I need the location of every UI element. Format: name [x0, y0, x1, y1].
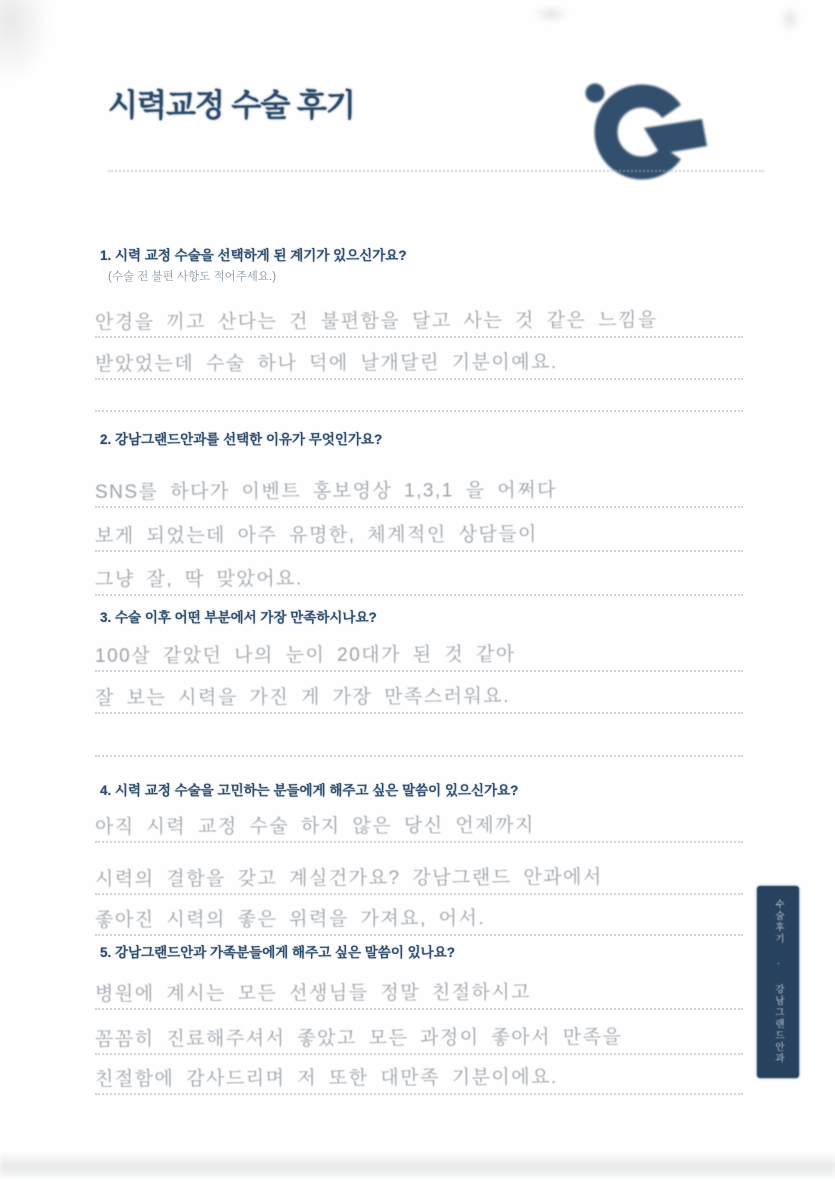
handwritten-text: 친절함에 감사드리며 저 또한 대만족 기분이에요.	[95, 1067, 558, 1091]
side-tab	[757, 886, 799, 1078]
answer-line	[95, 1010, 743, 1055]
answer-line	[95, 672, 743, 714]
answer-line	[95, 1055, 743, 1095]
side-tab-label: 수술후기 · 강남그랜드안과	[773, 899, 784, 1065]
handwritten-text: 잘 보는 시력을 가진 게 가장 만족스러워요.	[95, 686, 511, 710]
scan-smudge-top-right	[780, 6, 800, 32]
handwritten-text: 아직 시력 교정 수술 하지 않은 당신 언제까지	[95, 815, 535, 839]
answer-3	[95, 630, 743, 757]
handwritten-text: 꼼꼼히 진료해주셔서 좋았고 모든 과정이 좋아서 만족을	[95, 1027, 623, 1051]
ruled-line-blank	[95, 714, 743, 757]
answer-line	[95, 338, 743, 380]
answer-line	[95, 895, 743, 936]
scan-shadow-bottom-edge	[0, 1152, 835, 1178]
question-4-heading: 4. 시력 교정 수술을 고민하는 분들에게 해주고 싶은 말씀이 있으신가요?	[100, 783, 519, 798]
answer-line	[95, 963, 743, 1010]
answer-line	[95, 508, 743, 552]
question-1-note: (수술 전 불편 사항도 적어주세요.)	[108, 271, 277, 283]
answer-line	[95, 296, 743, 338]
handwritten-text: SNS를 하다가 이벤트 홍보영상 1,3,1 을 어쩌다	[95, 480, 557, 504]
answer-2	[95, 462, 743, 596]
scan-smudge-top-left	[0, 0, 52, 84]
clinic-g-logo-icon	[578, 66, 736, 184]
page-title: 시력교정 수술 후기	[108, 88, 355, 123]
handwritten-text: 그냥 잘, 딱 맞았어요.	[95, 568, 303, 591]
handwritten-text: 보게 되었는데 아주 유명한, 체계적인 상담들이	[95, 524, 538, 548]
scan-smudge-top-center	[534, 6, 568, 22]
handwritten-text: 안경을 끼고 산다는 건 불편함을 달고 사는 것 같은 느낌을	[95, 309, 658, 334]
answer-line	[95, 843, 743, 895]
handwritten-text: 시력의 결함을 갖고 계실건가요? 강남그랜드 안과에서	[95, 867, 603, 891]
answer-4	[95, 803, 743, 936]
answer-line	[95, 552, 743, 596]
question-2-heading: 2. 강남그랜드안과를 선택한 이유가 무엇인가요?	[100, 432, 383, 447]
answer-line	[95, 462, 743, 508]
answer-line	[95, 803, 743, 843]
handwritten-text: 받았었는데 수술 하나 덕에 날개달린 기분이예요.	[95, 352, 558, 376]
ruled-line-blank	[95, 380, 743, 412]
question-1-heading: 1. 시력 교정 수술을 선택하게 된 계기가 있으신가요?	[100, 248, 407, 263]
question-3-heading: 3. 수술 이후 어떤 부분에서 가장 만족하시나요?	[100, 610, 377, 625]
handwritten-text: 좋아진 시력의 좋은 위력을 가져요, 어서.	[95, 908, 486, 932]
question-5-heading: 5. 강남그랜드안과 가족분들에게 해주고 싶은 말씀이 있나요?	[100, 945, 455, 960]
handwritten-text: 100살 같았던 나의 눈이 20대가 된 것 같아	[95, 644, 516, 668]
answer-line	[95, 630, 743, 672]
answer-1	[95, 296, 743, 412]
answer-5	[95, 963, 743, 1095]
handwritten-text: 병원에 계시는 모든 선생님들 정말 친절하시고	[95, 982, 532, 1006]
header-divider	[108, 170, 764, 172]
